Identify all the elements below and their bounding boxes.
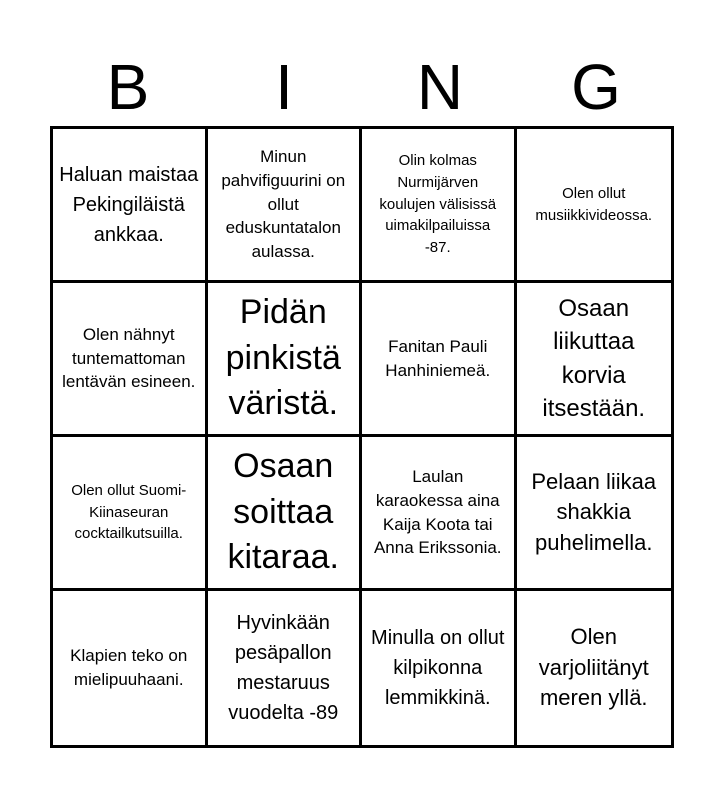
bingo-cell-text: Minun pahvifiguurini on ollut eduskuntatalon aulassa.: [221, 147, 346, 262]
bingo-board: [50, 126, 674, 748]
bingo-cell-text: Olen ollut Suomi-Kiinaseuran cocktailkutsuilla.: [71, 481, 187, 543]
header-letter-b: B: [106, 51, 150, 123]
bingo-cell-r1-c2[interactable]: [208, 129, 363, 283]
header-letter-g: G: [571, 51, 621, 123]
bingo-cell-r2-c4[interactable]: [517, 283, 672, 437]
bingo-cell-r4-c3[interactable]: [362, 591, 517, 745]
bingo-cell-r3-c2[interactable]: [208, 437, 363, 591]
bingo-cell-text: Minulla on ollut kilpikonna lemmikkinä.: [371, 627, 505, 709]
bingo-cell-r2-c2[interactable]: [208, 283, 363, 437]
bingo-cell-text: Hyvinkään pesäpallon mestaruus vuodelta -89: [228, 612, 339, 724]
bingo-header: [50, 52, 674, 122]
bingo-cell-r3-c4[interactable]: [517, 437, 672, 591]
bingo-cell-text: Fanitan Pauli Hanhiniemeä.: [385, 336, 491, 380]
bingo-cell-r2-c3[interactable]: [362, 283, 517, 437]
bingo-cell-text: Osaan soittaa kitaraa.: [227, 446, 339, 577]
bingo-cell-r1-c1[interactable]: [53, 129, 208, 283]
bingo-cell-r1-c4[interactable]: [517, 129, 672, 283]
bingo-cell-r3-c1[interactable]: [53, 437, 208, 591]
bingo-cell-r4-c2[interactable]: [208, 591, 363, 745]
bingo-cell-r1-c3[interactable]: [362, 129, 517, 283]
bingo-cell-r3-c3[interactable]: [362, 437, 517, 591]
bingo-cell-text: Osaan liikuttaa korvia itsestään.: [542, 295, 646, 422]
bingo-cell-r2-c1[interactable]: [53, 283, 208, 437]
header-letter-i: I: [275, 51, 293, 123]
bingo-cell-text: Olin kolmas Nurmijärven koulujen välisissä uimakilpailuissa -87.: [379, 152, 497, 257]
bingo-cell-text: Pidän pinkistä väristä.: [225, 292, 341, 423]
bingo-cell-text: Olen nähnyt tuntemattoman lentävän esineen.: [62, 324, 196, 392]
bingo-cell-text: Klapien teko on mielipuuhaani.: [70, 646, 188, 689]
bingo-cell-text: Laulan karaokessa aina Kaija Koota tai Anna Erikssonia.: [373, 466, 502, 558]
bingo-cell-text: Olen varjoliitänyt meren yllä.: [538, 624, 649, 711]
bingo-cell-r4-c4[interactable]: [517, 591, 672, 745]
header-letter-n: N: [416, 51, 464, 123]
bingo-cell-text: Haluan maistaa Pekingiläistä ankkaa.: [59, 163, 199, 246]
bingo-cell-text: Olen ollut musiikkivideossa.: [535, 184, 653, 224]
bingo-cell-r4-c1[interactable]: [53, 591, 208, 745]
bingo-cell-text: Pelaan liikaa shakkia puhelimella.: [531, 468, 657, 555]
